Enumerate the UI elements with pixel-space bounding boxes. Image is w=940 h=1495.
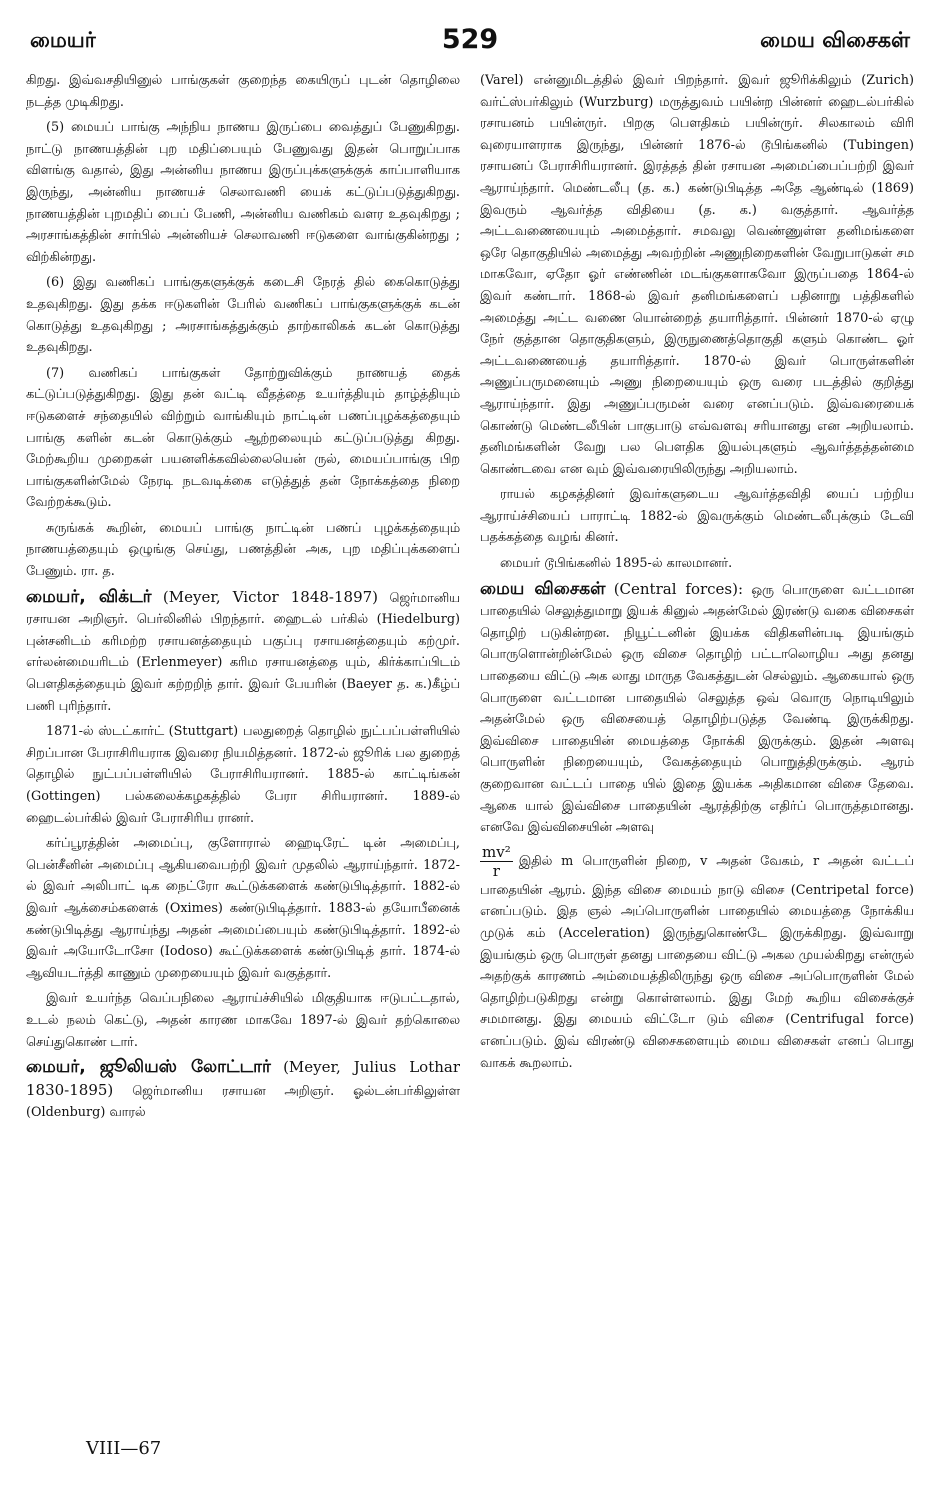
paragraph: கிறது. இவ்வசதியினுல் பாங்குகள் குறைந்த கையிருப் புடன் தொழிலை நடத்த முடிகிறது. <box>26 73 460 110</box>
formula-numerator: mv² <box>482 842 511 861</box>
paragraph: (Varel) என்னுமிடத்தில் இவர் பிறந்தார். இவர் ஜூரிக்கிலும் (Zurich) வர்ட்ஸ்பர்கிலும் (Wurzburg) மருத்துவம் பயின்ற பின்னர் ஹைடல்பர்கில் ரசாயனம் பயின்ருர். பிறகு பௌதிகம் பயின்ருர். சிலகாலம் விரி வுரையாளராக இருந்து, பின்னர் 1876-ல் டூபிங்கனில் (Tubingen) ரசாயனப் பேராசிரியரானர். இரத்தத் தின் ரசாயன அமைப்பைப்பற்றி இவர் ஆராய்ந்தார். மெண்டலீபு (த. க.) கண்டுபிடித்த அதே ஆண்டில் (1869) இவரும் ஆவர்த்த விதியை (த. க.) வகுத்தார். ஆவர்த்த அட்டவணையையும் அமைத்தார். சமவலு வெண்ணுள்ள தனிமங்களை ஒரே தொகுதியில் அமைத்து அவற்றின் அணுநிறைகளின் வேறுபாடுகள் சம மாகவோ, ஏதோ ஓர் எண்ணின் மடங்குகளாகவோ இருப்பதை 1864-ல் இவர் கண்டார். 1868-ல் இவர் தனிமங்களைப் பதினாறு பத்திகளில் அமைத்து அட்ட வணை யொன்றைத் தயாரித்தார். பின்னர் 1870-ல் ஏழு நேர் குத்தான தொகுதிகளும், இருநுணைத்தொகுதி களும் கொண்ட ஓர் அட்டவணையைத் தயாரித்தார். 1870-ல் இவர் பொருள்களின் அணுப்பருமனையும் அணு நிறையையும் ஒரு வரை படத்தில் குறித்து ஆராய்ந்தார். இது அணுப்பருமன் வரை எனப்படும். இவ்வரையைக் கொண்டு மெண்டலீபின் பாகுபாடு எவ்வளவு சரியானது என அறியலாம். தனிமங்களின் வேறு பல பௌதிக இயல்புகளும் ஆவர்த்தத்தன்மை கொண்டவை என வும் இவ்வரையிலிருந்து அறியலாம். <box>480 73 914 477</box>
entry-body: ஜெர்மானிய ரசாயன அறிஞர். பெர்லினில் பிறந்தார். ஹைடல் பர்கில் (Hiedelburg) புன்சனிடம் கரிமற்ற ரசாயனத்தையும் பகுப்பு ரசாயனத்தையும் கற்முர். எர்லன்மையரிடம் (Erlenmeyer) கரிம ரசாயனத்தை யும், கிர்க்காப்பிடம் பௌதிகத்தையும் இவர் கற்றறிந் தார். இவர் பேயரின் (Baeyer த. க.)கீழ்ப் பணி புரிந்தார். <box>26 590 460 714</box>
formula-paragraph <box>480 843 914 1074</box>
paragraph: 1871-ல் ஸ்டட்கார்ட் (Stuttgart) பலதுறைத் தொழில் நுட்பப்பள்ளியில் சிறப்பான பேராசிரியராக இவரை நியமித்தனர். 1872-ல் ஜூரிக் பல துறைத் தொழில் நுட்பப்பள்ளியில் பேராசிரியரானர். 1885-ல் காட்டிங்கன் (Gottingen) பல்கலைக்கழகத்தில் பேரா சிரியரானர். 1889-ல் ஹைடல்பர்கில் இவர் பேராசிரிய ரானர். <box>26 724 460 826</box>
formula-fraction <box>480 843 513 880</box>
right-column <box>480 70 914 1445</box>
paragraph: கர்ப்பூரத்தின் அமைப்பு, குளோரால் ஹைடிரேட் டின் அமைப்பு, பென்சீனின் அமைப்பு ஆகியவைபற்றி இவர் முதலில் ஆராய்ந்தார். 1872-ல் இவர் அலிபாட் டிக நைட்ரோ கூட்டுக்களைக் கண்டுபிடித்தார். 1882-ல் இவர் ஆக்சைம்களைக் (Oximes) கண்டுபிடித்தார். 1883-ல் தயோபீனைக் கண்டுபிடித்து ஆராய்ந்து அதன் அமைப்பையும் கண்டுபிடித்தார். 1892-ல் இவர் அயோடோசோ (Iodoso) கூட்டுக்களைக் கண்டுபிடித் தார். 1874-ல் ஆவியடர்த்தி காணும் முறையையும் இவர் வகுத்தார். <box>26 836 460 981</box>
paragraph: (5) மையப் பாங்கு அந்நிய நாணய இருப்பை வைத்துப் பேணுகிறது. நாட்டு நாணயத்தின் புற மதிப்பையும் பேணுவது இதன் பொறுப்பாக விளங்கு வதால், இது அன்னிய நாணய இருப்புக்களுக்குக் காப்பாளியாக இருந்து, அன்னிய நாணயச் செலாவணி யைக் கட்டுப்படுத்துகிறது. நாணயத்தின் புறமதிப் பைப் பேணி, அன்னிய வணிகம் வளர உதவுகிறது ; அரசாங்கத்தின் சார்பில் அன்னியச் செலாவணி ஈடுகளை வாங்குகின்றது ; விற்கின்றது. <box>26 120 460 265</box>
entry-latin-name: (Meyer, Julius Lothar 1830-1895) <box>26 1058 460 1099</box>
left-column <box>26 70 460 1445</box>
paragraph: மையர் டூபிங்கனில் 1895-ல் காலமானர். <box>500 556 733 572</box>
entry-body: ஜெர்மானிய ரசாயன அறிஞர். ஓல்டன்பர்கிலுள்ள (Oldenburg) வாரல் <box>26 1083 460 1121</box>
header-right-keyword: மைய விசைகள் <box>760 28 910 52</box>
entry-central-forces <box>480 579 914 839</box>
page-header <box>26 26 914 62</box>
formula-denominator: r <box>492 861 500 880</box>
entry-body: ஒரு பொருளை வட்டமான பாதையில் செலுத்துமாறு இயக் கினுல் அதன்மேல் இரண்டு வகை விசைகள் தொழிற் படுகின்றன. நியூட்டனின் இயக்க விதிகளின்படி இயங்கும் பொருளொன்றின்மேல் ஒரு விசை தொழிற் பட்டாலொழிய அது தனது பாதையை விட்டு அக லாது மாருத வேகத்துடன் செல்லும். ஆகையால் ஒரு பொருளை வட்டமான பாதையில் செலுத்த ஒவ் வொரு நொடியிலும் அதன்மேல் ஒரு விசையைத் தொழிற்படுத்த வேண்டி இருக்கிறது. இவ்விசை பாதையின் மையத்தை நோக்கி இருக்கும். இதன் அளவு பொருளின் நிறையையும், வேகத்தையும் பொறுத்திருக்கும். ஆரம் குறைவான வட்டப் பாதை யில் இதை இயக்க அதிகமான விசை தேவை. ஆகை யால் இவ்விசை பாதையின் ஆரத்திற்கு எதிர்ப் பொருத்தமானது. எனவே இவ்விசையின் அளவு <box>480 582 914 836</box>
entry-title: மையர், ஜூலியஸ் லோட்டார் <box>26 1057 271 1078</box>
entry-meyer-victor <box>26 587 460 718</box>
entry-body: இதில் m பொருளின் நிறை, v அதன் வேகம், r அதன் வட்டப் பாதையின் ஆரம். இந்த விசை மையம் நாடு விசை (Centripetal force) எனப்படும். இத ஞல் அப்பொருளின் பாதையில் மையத்தை நோக்கிய முடுக் கம் (Acceleration) இருந்துகொண்டே இருக்கிறது. இவ்வாறு இயங்கும் ஒரு பொருள் தனது பாதையை விட்டு அகல முயல்கிறது என்ருல் அதற்குக் காரணம் அம்மையத்திலிருந்து ஒரு விசை அப்பொருளின் மேல் தொழிற்படுகிறது என்று கொள்ளலாம். இது மேற் கூறிய விசைக்குச் சமமானது. இது மையம் விட்டோ டும் விசை (Centrifugal force) எனப்படும். இவ் விரண்டு விசைகளையும் மைய விசைகள் எனப் பொது வாகக் கூறலாம். <box>480 853 914 1071</box>
header-left-keyword: மையர் <box>30 28 96 52</box>
entry-latin-name: (Central forces): <box>613 579 744 598</box>
entry-title: மையர், விக்டர் <box>26 586 152 607</box>
entry-latin-name: (Meyer, Victor 1848-1897) <box>162 587 379 606</box>
page-number: 529 <box>441 24 499 55</box>
paragraph: இவர் உயர்ந்த வெப்பநிலை ஆராய்ச்சியில் மிகுதியாக ஈடுபட்டதால், உடல் நலம் கெட்டு, அதன் காரண மாகவே 1897-ல் இவர் தற்கொலை செய்துகொண் டார். <box>26 991 460 1050</box>
paragraph: (6) இது வணிகப் பாங்குகளுக்குக் கடைசி நேரத் தில் கைகொடுத்து உதவுகிறது. இது தக்க ஈடுகளின் பேரில் வணிகப் பாங்குகளுக்குக் கடன் கொடுத்து உதவுகிறது ; அரசாங்கத்துக்கும் தாற்காலிகக் கடன் கொடுத்து உதவுகிறது. <box>26 275 460 356</box>
entry-meyer-julius-lothar <box>26 1057 460 1124</box>
paragraph: (7) வணிகப் பாங்குகள் தோற்றுவிக்கும் நாணயத் தைக் கட்டுப்படுத்துகிறது. இது தன் வட்டி வீதத்தை உயர்த்தியும் தாழ்த்தியும் ஈடுகளைச் சந்தையில் விற்றும் வாங்கியும் நாட்டின் பணப்புழக்கத்தையும் பாங்கு களின் கடன் கொடுக்கும் ஆற்றலையும் கட்டுப்படுத்து கிறது. மேற்கூறிய முறைகள் பயனளிக்கவில்லையென் ருல், மையப்பாங்கு பிற பாங்குகளின்மேல் நேரடி நடவடிக்கை எடுத்துத் தன் நோக்கத்தை நிறை வேற்றக்கூடும். <box>26 365 460 511</box>
entry-title: மைய விசைகள் <box>480 578 606 599</box>
volume-signature: VIII—67 <box>86 1438 162 1459</box>
paragraph: சுருங்கக் கூறின், மையப் பாங்கு நாட்டின் பணப் புழக்கத்தையும் நாணயத்தையும் ஒழுங்கு செய்து, பணத்தின் அக, புற மதிப்புக்களைப் பேணும். ரா. த. <box>26 520 460 580</box>
text-columns <box>26 70 914 1445</box>
paragraph: ராயல் கழகத்தினர் இவர்களுடைய ஆவர்த்தவிதி யைப் பற்றிய ஆராய்ச்சியைப் பாராட்டி 1882-ல் இவருக்கும் மெண்டலீபுக்கும் டேவி பதக்கத்தை வழங் கினர். <box>480 487 914 546</box>
